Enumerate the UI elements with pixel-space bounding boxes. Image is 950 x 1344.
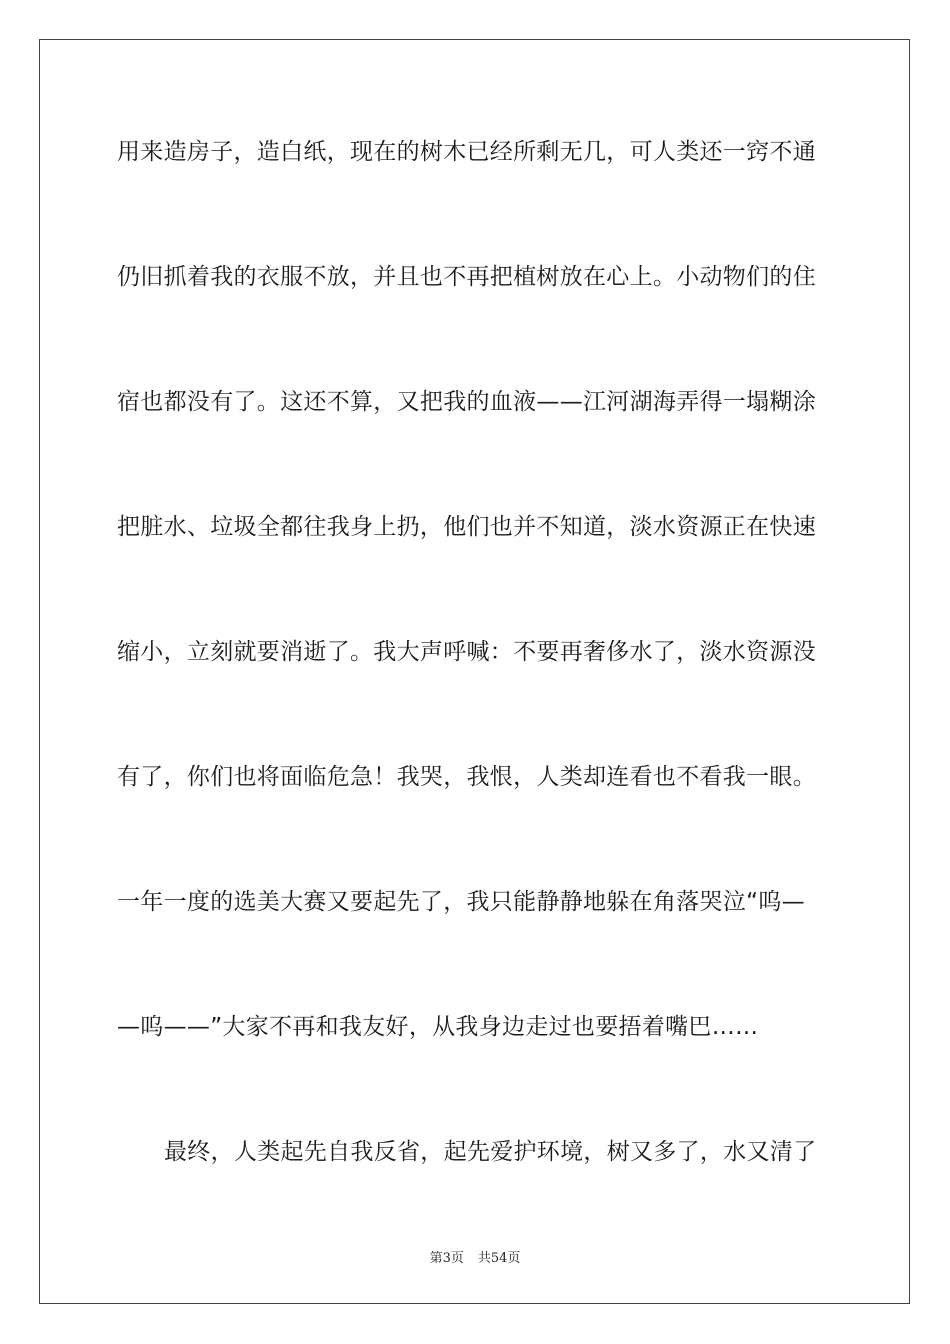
page-total: 共54页 xyxy=(477,1251,521,1266)
page-footer xyxy=(0,1247,950,1266)
body-line-5: 缩小，立刻就要消逝了。我大声呼喊：不要再奢侈水了，淡水资源没 xyxy=(117,639,816,665)
page-border xyxy=(39,39,910,1304)
body-line-6: 有了，你们也将面临危急！我哭，我恨，人类却连看也不看我一眼。 xyxy=(117,764,816,790)
body-line-7: 一年一度的选美大赛又要起先了，我只能静静地躲在角落哭泣“呜— xyxy=(117,889,805,915)
body-line-9: 最终，人类起先自我反省，起先爱护环境，树又多了，水又清了 xyxy=(164,1139,817,1165)
body-line-1: 用来造房子，造白纸，现在的树木已经所剩无几，可人类还一窍不通 xyxy=(117,139,816,165)
body-line-2: 仍旧抓着我的衣服不放，并且也不再把植树放在心上。小动物们的住 xyxy=(117,264,816,290)
body-line-4: 把脏水、垃圾全都往我身上扔，他们也并不知道，淡水资源正在快速 xyxy=(117,514,816,540)
page-number: 第3页 xyxy=(429,1251,464,1266)
body-line-3: 宿也都没有了。这还不算，又把我的血液——江河湖海弄得一塌糊涂 xyxy=(117,389,816,415)
body-line-8: —呜——”大家不再和我友好，从我身边走过也要捂着嘴巴…… xyxy=(117,1014,759,1040)
